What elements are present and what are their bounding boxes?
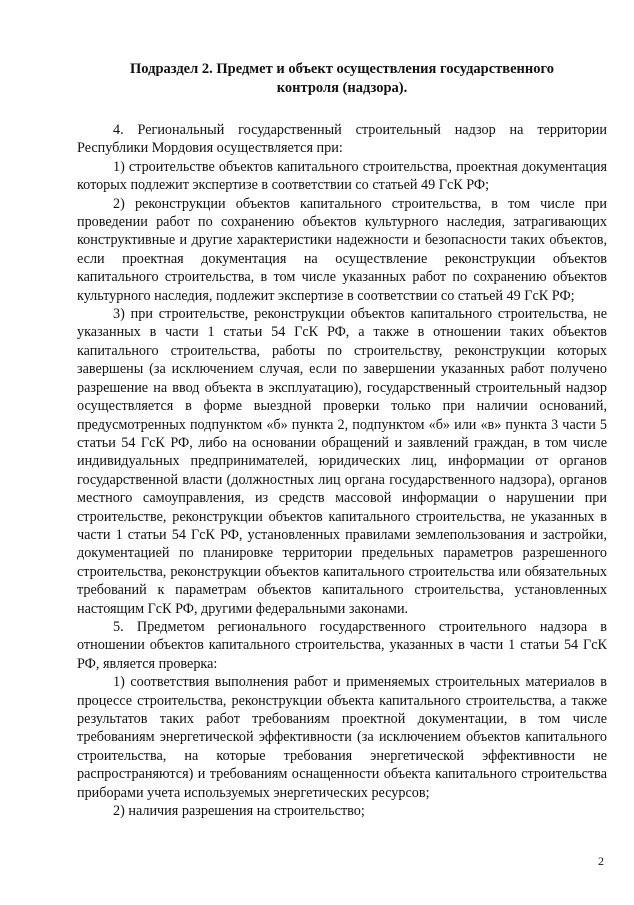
document-page (77, 60, 607, 820)
paragraph-5-item-1: 1) соответствия выполнения работ и применяемых строительных материалов в процессе строительства, реконструкции объекта капитального строительства, а также результатов таких работ требованиям проектной документации, в том числе требованиям энергетической эффективности (за исключением объектов капитального строительства, на которые требования энергетической эффективности не распространяются) и требованиям оснащенности объекта капитального строительства приборами учета используемых энергетических ресурсов; (77, 674, 607, 801)
paragraph-4-intro: 4. Региональный государственный строительный надзор на территории Республики Мордовия осуществляется при: (77, 122, 607, 157)
paragraph-4-item-3: 3) при строительстве, реконструкции объектов капитального строительства, не указанных в части 1 статьи 54 ГсК РФ, а также в отношении таких объектов капитального строительства, работы по строительству, реконструкции которых завершены (за исключением случая, если по завершении указанных работ получено разрешение на ввод объекта в эксплуатацию), государственный строительный надзор осуществляется в форме выездной проверки только при наличии оснований, предусмотренных подпунктом «б» пункта 2, подпунктом «б» или «в» пункта 3 части 5 статьи 54 ГсК РФ, либо на основании обращений и заявлений граждан, в том числе индивидуальных предпринимателей, юридических лиц, информации от органов государственной власти (должностных лиц органа государственного надзора), органов местного самоуправления, из средств массовой информации о нарушении при строительстве, реконструкции объектов капитального строительства, не указанных в части 1 статьи 54 ГсК РФ, установленных правилами землепользования и застройки, документацией по планировке территории предельных параметров разрешенного строительства, реконструкции объектов капитального строительства или обязательных требований к параметрам объектов капитального строительства, установленных настоящим ГсК РФ, другими федеральными законами. (77, 306, 607, 617)
section-heading-line-2: контроля (надзора). (276, 80, 408, 96)
paragraph-4-item-1: 1) строительстве объектов капитального строительства, проектная документация которых подлежит экспертизе в соответствии со статьей 49 ГсК РФ; (77, 158, 607, 194)
paragraph-5-intro: 5. Предметом регионального государственного строительного надзора в отношении объектов капитального строительства, указанных в части 1 статьи 54 ГсК РФ, является проверка: (77, 618, 607, 672)
section-heading-line-1: Подраздел 2. Предмет и объект осуществления государственного (130, 61, 554, 77)
page-number: 2 (598, 854, 604, 868)
document-body (77, 121, 607, 820)
section-heading (77, 60, 607, 98)
paragraph-5-item-2: 2) наличия разрешения на строительство; (113, 803, 365, 820)
paragraph-4-item-2: 2) реконструкции объектов капитального строительства, в том числе при проведении работ по сохранению объектов культурного наследия, затрагивающих конструктивные и другие характеристики надежности и безопасности таких объектов, если проектная документация на осуществление реконструкции объектов капитального строительства, в том числе указанных работ по сохранению объектов культурного наследия, подлежит экспертизе в соответствии со статьей 49 ГсК РФ; (77, 195, 607, 304)
